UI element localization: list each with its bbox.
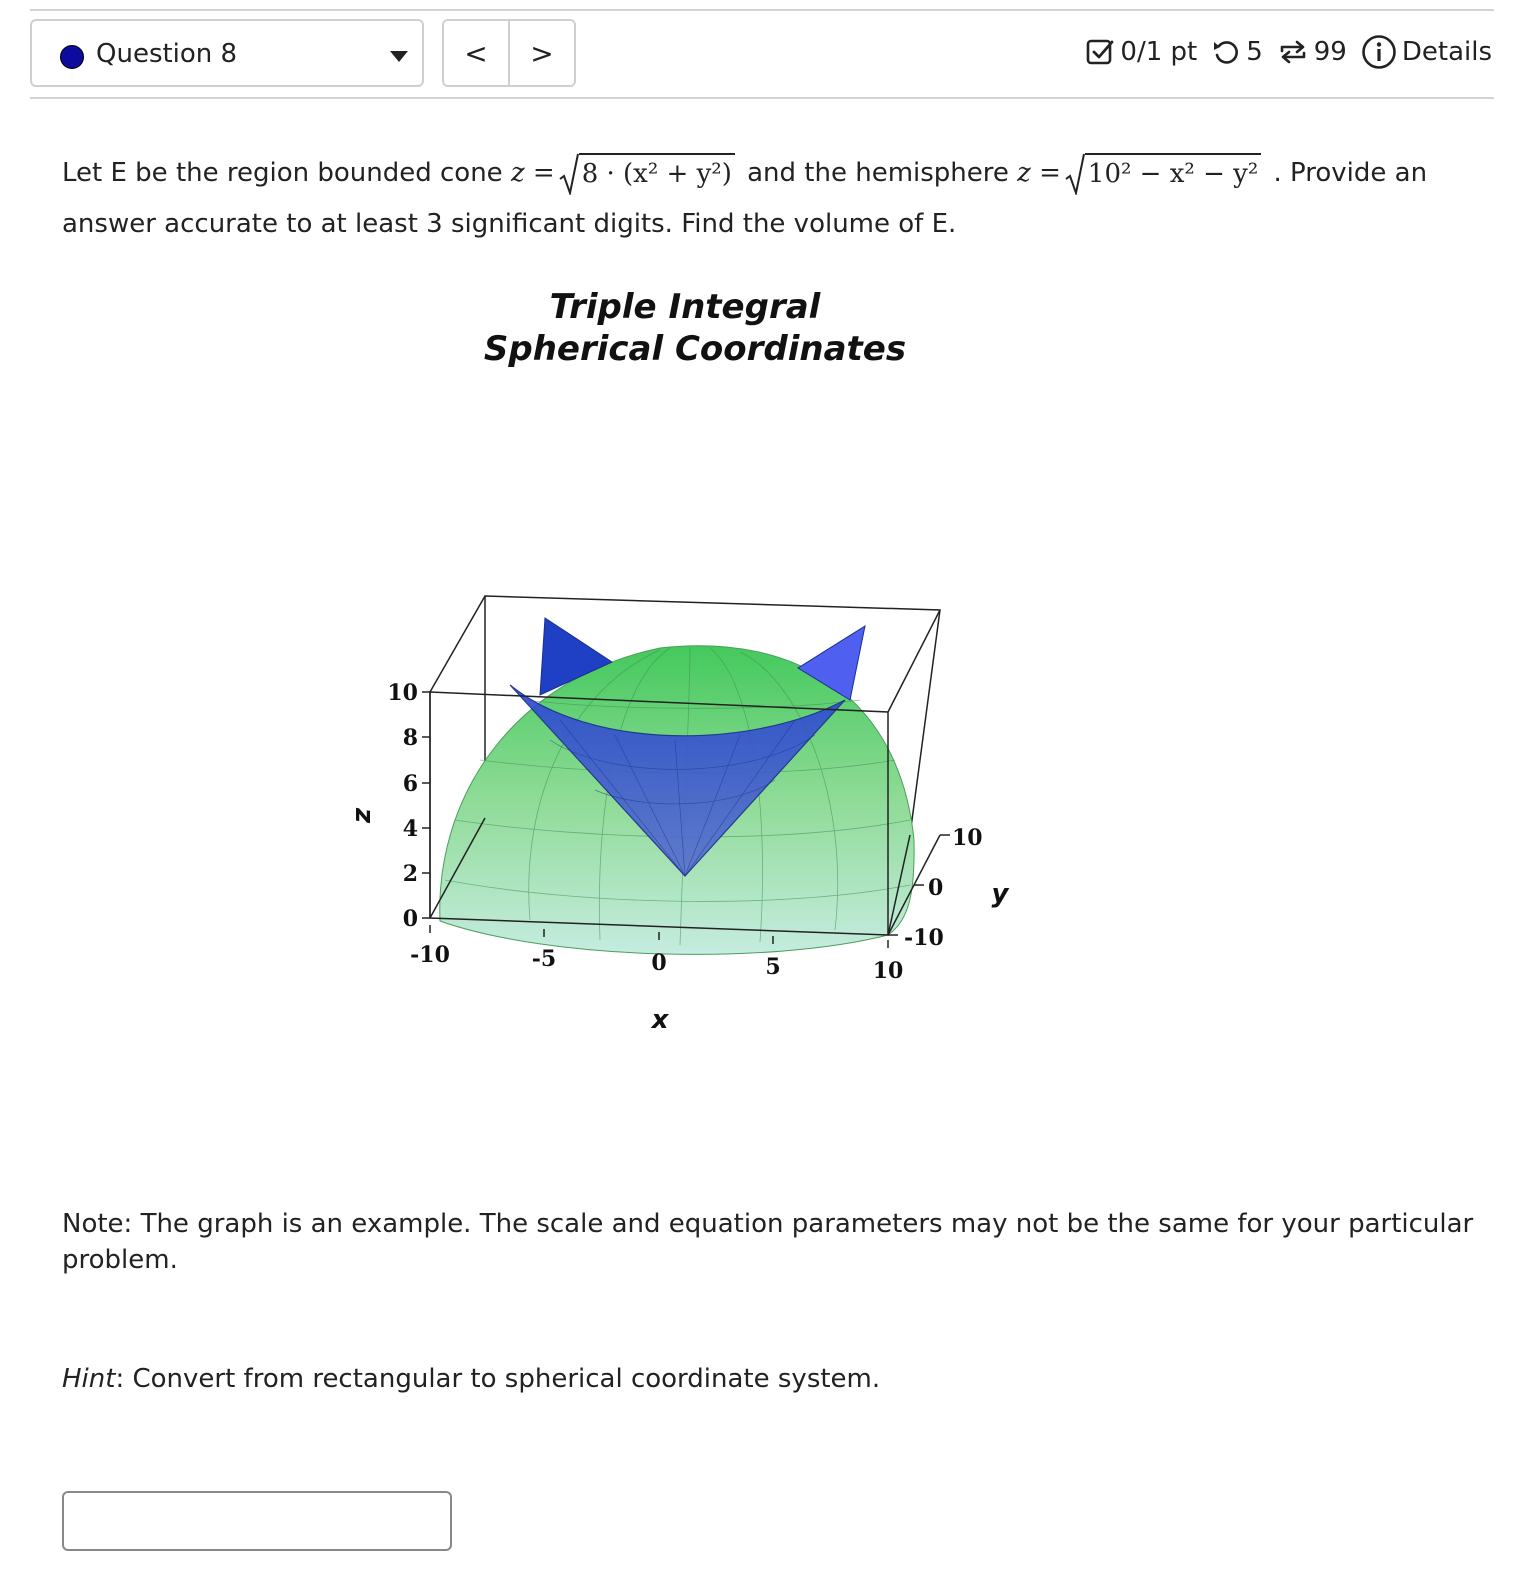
y-axis-label: y <box>991 879 1009 909</box>
details-button[interactable] <box>1361 34 1492 70</box>
graph-note: Note: The graph is an example. The scale and equation parameters may not be the same for your particular problem. <box>62 1209 1474 1275</box>
info-icon <box>1361 34 1397 70</box>
x-tick-label: 10 <box>872 958 904 984</box>
hemisphere-lhs: z = <box>1017 158 1061 188</box>
x-tick-label: -5 <box>531 946 557 972</box>
repeat-icon <box>1277 37 1309 67</box>
problem-intro: Let E be the region bounded cone <box>62 158 511 188</box>
z-tick-label: 10 <box>387 680 418 706</box>
cone-lhs: z = <box>510 158 555 188</box>
hint-label: Hint <box>62 1364 116 1394</box>
score-text: 0/1 pt <box>1120 37 1198 67</box>
header-divider <box>30 97 1494 99</box>
chevron-down-icon <box>390 51 408 62</box>
question-label: Question 8 <box>96 39 238 69</box>
hemisphere-sqrt <box>1065 153 1261 195</box>
attempts-count: 99 <box>1313 37 1347 67</box>
x-tick-label: 0 <box>651 950 667 976</box>
z-axis-label: z <box>349 808 379 824</box>
cone-radicand: 8 · (x² + y²) <box>579 153 735 195</box>
answer-input[interactable] <box>62 1491 452 1551</box>
retries-count: 5 <box>1246 37 1263 67</box>
y-tick-label: 0 <box>928 875 944 901</box>
checkbox-icon <box>1085 37 1115 67</box>
prev-question-button[interactable]: < <box>444 21 508 85</box>
plot-subtitle: Spherical Coordinates <box>483 329 907 369</box>
z-axis <box>387 680 430 932</box>
attempts-indicator <box>1277 37 1347 67</box>
details-label: Details <box>1401 37 1492 67</box>
score-indicator <box>1085 37 1197 67</box>
x-tick-label: 5 <box>765 954 781 980</box>
x-axis-label: x <box>651 1005 669 1035</box>
y-tick-label: -10 <box>904 925 944 951</box>
y-tick-label: 10 <box>952 825 983 851</box>
x-tick-label: -10 <box>410 942 450 968</box>
plot-title: Triple Integral <box>549 287 821 327</box>
spherical-coordinates-plot <box>330 280 1050 1040</box>
z-tick-label: 0 <box>402 906 418 932</box>
radical-sign <box>559 153 579 195</box>
top-divider <box>30 9 1494 11</box>
hemisphere-radicand: 10² − x² − y² <box>1085 153 1261 195</box>
retries-indicator <box>1211 37 1263 67</box>
next-question-button[interactable]: > <box>508 21 574 85</box>
question-nav <box>442 19 576 87</box>
undo-icon <box>1211 37 1241 67</box>
question-status-dot <box>60 45 84 69</box>
question-status-bar <box>1071 34 1492 70</box>
problem-mid: and the hemisphere <box>738 158 1018 188</box>
hint-body: : Convert from rectangular to spherical coordinate system. <box>115 1364 881 1394</box>
z-tick-label: 4 <box>402 816 418 842</box>
hint-text <box>62 1364 880 1394</box>
cone-sqrt <box>559 153 735 195</box>
z-tick-label: 8 <box>402 725 418 751</box>
problem-tail: . Provide an answer accurate to at least 3 significant digits. Find the volume of E. <box>62 158 1428 239</box>
radical-sign <box>1065 153 1085 195</box>
problem-statement <box>62 148 1462 250</box>
question-select[interactable] <box>30 19 424 87</box>
z-tick-label: 2 <box>402 861 418 887</box>
z-tick-label: 6 <box>402 771 418 797</box>
